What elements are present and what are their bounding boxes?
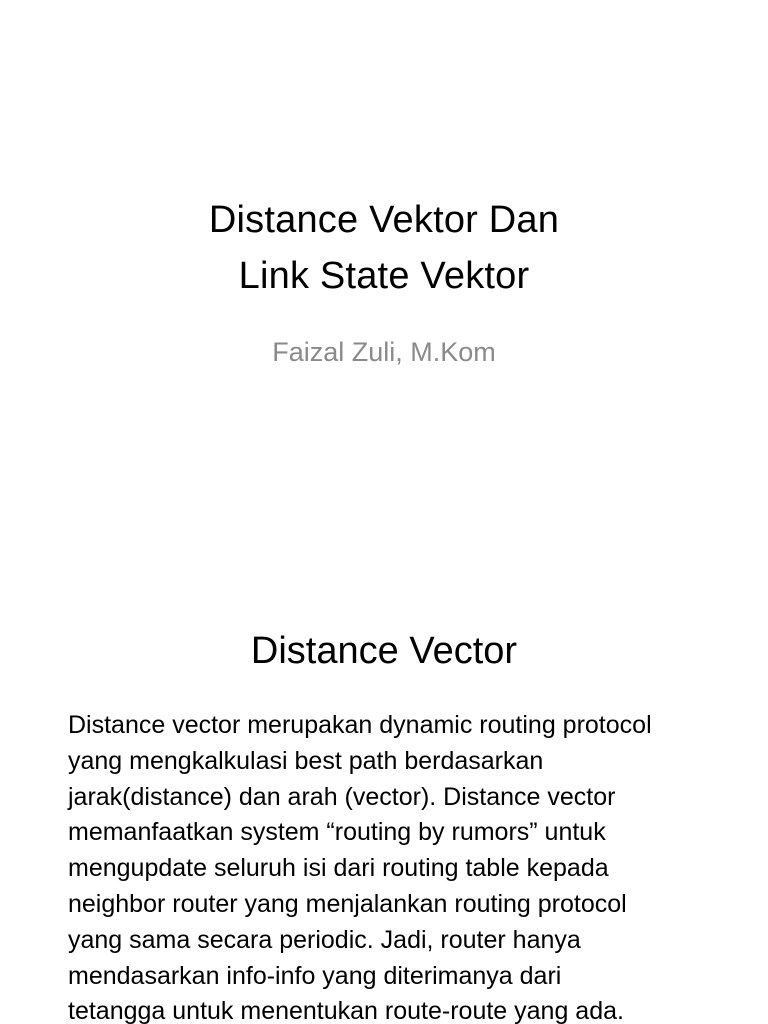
- body-line: tetangga untuk menentukan route-route yang ada.: [68, 997, 624, 1024]
- slide-heading: Distance Vector: [250, 630, 518, 672]
- body-line: mendasarkan info-info yang diterimanya dari: [68, 961, 562, 990]
- title-line-1: Distance Vektor Dan: [208, 199, 560, 241]
- slide-title: [0, 192, 768, 304]
- author-subtitle: Faizal Zuli, M.Kom: [272, 337, 496, 367]
- body-line: yang sama secara periodic. Jadi, router hanya: [68, 925, 581, 954]
- body-paragraph: [68, 708, 728, 1024]
- body-line: yang mengkalkulasi best path berdasarkan: [68, 746, 544, 775]
- body-line: mengupdate seluruh isi dari routing table kepada: [68, 854, 609, 883]
- body-line: memanfaatkan system “routing by rumors” untuk: [68, 818, 606, 847]
- body-line: neighbor router yang menjalankan routing protocol: [68, 889, 627, 918]
- content-slide: [0, 576, 768, 1024]
- body-line: Distance vector merupakan dynamic routing protocol: [68, 711, 652, 739]
- title-line-2: Link State Vektor: [238, 255, 530, 297]
- body-line: jarak(distance) dan arah (vector). Distance vector: [68, 782, 616, 811]
